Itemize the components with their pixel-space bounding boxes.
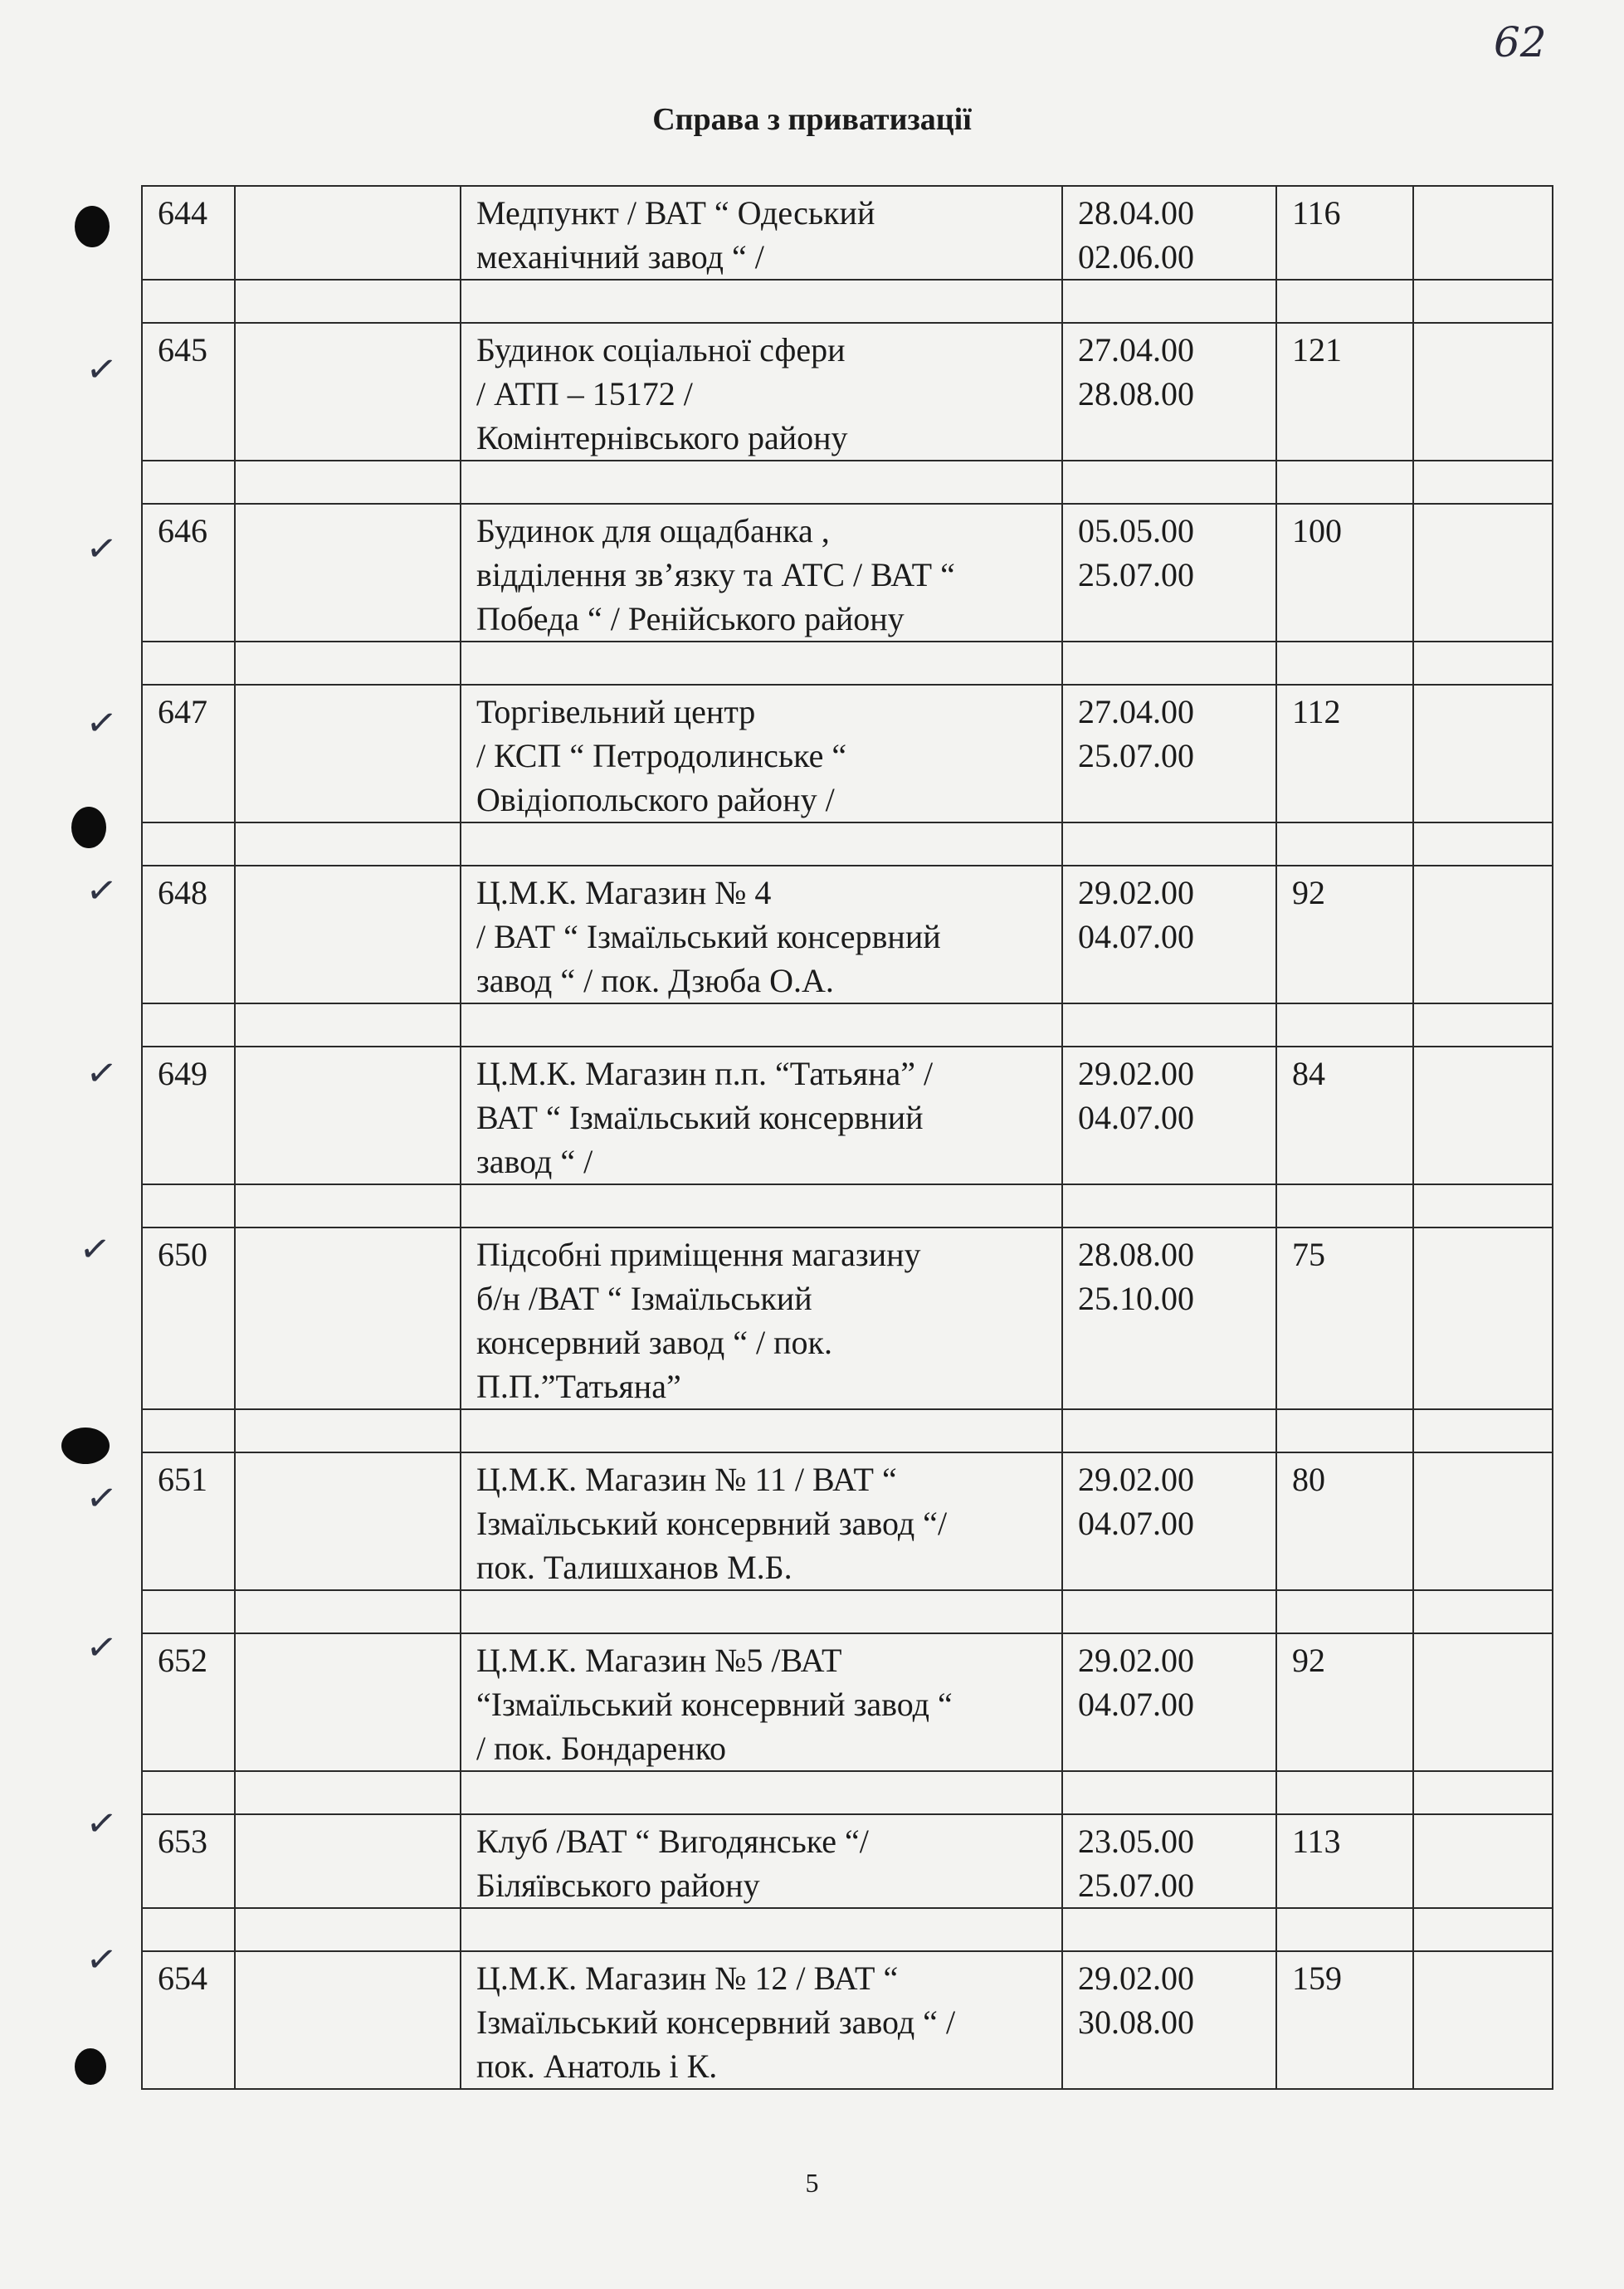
record-description: Клуб /ВАТ “ Вигодянське “/ Біляївського району	[461, 1814, 1062, 1908]
record-description: Підсобні приміщення магазину б/н /ВАТ “ Ізмаїльський консервний завод “ / пок. П.П.”Татьяна”	[461, 1227, 1062, 1409]
record-dates: 29.02.00 04.07.00	[1062, 1633, 1276, 1771]
record-description: Ц.М.К. Магазин № 4 / ВАТ “ Ізмаїльський консервний завод “ / пок. Дзюба О.А.	[461, 866, 1062, 1003]
table-spacer-row	[142, 1003, 1553, 1047]
record-number: 645	[142, 323, 235, 461]
record-dates: 29.02.00 30.08.00	[1062, 1951, 1276, 2089]
empty-cell	[235, 1047, 461, 1184]
table-spacer-row	[142, 1590, 1553, 1633]
record-description: Ц.М.К. Магазин № 11 / ВАТ “ Ізмаїльський консервний завод “/ пок. Талишханов М.Б.	[461, 1452, 1062, 1590]
empty-cell	[235, 866, 461, 1003]
handwritten-page-number: 62	[1494, 18, 1547, 66]
record-number: 646	[142, 504, 235, 642]
empty-cell	[1413, 1047, 1553, 1184]
record-description: Медпункт / ВАТ “ Одеський механічний завод “ /	[461, 186, 1062, 280]
privatization-table	[141, 185, 1553, 2090]
record-value: 112	[1276, 685, 1413, 822]
empty-cell	[1413, 186, 1553, 280]
empty-cell	[1413, 1633, 1553, 1771]
empty-cell	[1413, 1227, 1553, 1409]
record-number: 644	[142, 186, 235, 280]
empty-cell	[235, 1814, 461, 1908]
punch-hole-icon	[75, 2048, 106, 2085]
record-description: Будинок соціальної сфери / АТП – 15172 / Комінтернівського району	[461, 323, 1062, 461]
record-description: Будинок для ощадбанка , відділення зв’язку та АТС / ВАТ “ Победа “ / Ренійського району	[461, 504, 1062, 642]
table-row	[142, 186, 1553, 280]
check-mark-icon: ✓	[83, 346, 120, 393]
record-number: 649	[142, 1047, 235, 1184]
record-description: Торгівельний центр / КСП “ Петродолинське “ Овідіопольского району /	[461, 685, 1062, 822]
record-dates: 27.04.00 25.07.00	[1062, 685, 1276, 822]
empty-cell	[235, 186, 461, 280]
empty-cell	[235, 1951, 461, 2089]
empty-cell	[235, 685, 461, 822]
record-dates: 28.08.00 25.10.00	[1062, 1227, 1276, 1409]
table-row	[142, 685, 1553, 822]
empty-cell	[235, 323, 461, 461]
check-mark-icon: ✓	[83, 1936, 120, 1984]
empty-cell	[235, 1452, 461, 1590]
empty-cell	[235, 504, 461, 642]
table-row	[142, 1951, 1553, 2089]
check-mark-icon: ✓	[76, 1226, 114, 1273]
table-spacer-row	[142, 1771, 1553, 1814]
table-spacer-row	[142, 280, 1553, 323]
check-mark-icon: ✓	[83, 525, 120, 573]
record-value: 80	[1276, 1452, 1413, 1590]
record-value: 75	[1276, 1227, 1413, 1409]
check-mark-icon: ✓	[83, 867, 120, 915]
empty-cell	[1413, 1814, 1553, 1908]
punch-hole-icon	[61, 1428, 110, 1464]
empty-cell	[1413, 685, 1553, 822]
empty-cell	[1413, 866, 1553, 1003]
table-row	[142, 1047, 1553, 1184]
record-dates: 28.04.00 02.06.00	[1062, 186, 1276, 280]
record-description: Ц.М.К. Магазин п.п. “Татьяна” / ВАТ “ Ізмаїльський консервний завод “ /	[461, 1047, 1062, 1184]
check-mark-icon: ✓	[83, 1624, 120, 1672]
record-dates: 29.02.00 04.07.00	[1062, 1047, 1276, 1184]
empty-cell	[1413, 1951, 1553, 2089]
table-spacer-row	[142, 1409, 1553, 1452]
record-number: 650	[142, 1227, 235, 1409]
table-row	[142, 323, 1553, 461]
empty-cell	[1413, 1452, 1553, 1590]
table-row	[142, 1633, 1553, 1771]
record-dates: 27.04.00 28.08.00	[1062, 323, 1276, 461]
table-spacer-row	[142, 461, 1553, 504]
record-description: Ц.М.К. Магазин №5 /ВАТ “Ізмаїльський консервний завод “ / пок. Бондаренко	[461, 1633, 1062, 1771]
empty-cell	[1413, 504, 1553, 642]
record-value: 121	[1276, 323, 1413, 461]
empty-cell	[1413, 323, 1553, 461]
record-number: 654	[142, 1951, 235, 2089]
record-value: 113	[1276, 1814, 1413, 1908]
record-value: 84	[1276, 1047, 1413, 1184]
page-title: Справа з приватизації	[652, 102, 972, 137]
record-dates: 29.02.00 04.07.00	[1062, 866, 1276, 1003]
punch-hole-icon	[75, 206, 110, 247]
record-value: 159	[1276, 1951, 1413, 2089]
empty-cell	[235, 1633, 461, 1771]
table-spacer-row	[142, 1184, 1553, 1227]
record-value: 100	[1276, 504, 1413, 642]
record-dates: 05.05.00 25.07.00	[1062, 504, 1276, 642]
table-spacer-row	[142, 822, 1553, 866]
table-row	[142, 1452, 1553, 1590]
check-mark-icon: ✓	[83, 1050, 120, 1097]
check-mark-icon: ✓	[83, 1475, 120, 1522]
table-row	[142, 1814, 1553, 1908]
table-row	[142, 1227, 1553, 1409]
record-number: 647	[142, 685, 235, 822]
record-number: 648	[142, 866, 235, 1003]
record-dates: 29.02.00 04.07.00	[1062, 1452, 1276, 1590]
record-value: 92	[1276, 866, 1413, 1003]
table-row	[142, 866, 1553, 1003]
record-description: Ц.М.К. Магазин № 12 / ВАТ “ Ізмаїльський консервний завод “ / пок. Анатоль і К.	[461, 1951, 1062, 2089]
table-spacer-row	[142, 642, 1553, 685]
record-number: 651	[142, 1452, 235, 1590]
record-value: 116	[1276, 186, 1413, 280]
record-number: 652	[142, 1633, 235, 1771]
record-number: 653	[142, 1814, 235, 1908]
page-number: 5	[805, 2168, 819, 2198]
record-dates: 23.05.00 25.07.00	[1062, 1814, 1276, 1908]
table-spacer-row	[142, 1908, 1553, 1951]
table-row	[142, 504, 1553, 642]
check-mark-icon: ✓	[83, 700, 120, 747]
record-value: 92	[1276, 1633, 1413, 1771]
check-mark-icon: ✓	[83, 1800, 120, 1847]
punch-hole-icon	[71, 807, 106, 848]
empty-cell	[235, 1227, 461, 1409]
